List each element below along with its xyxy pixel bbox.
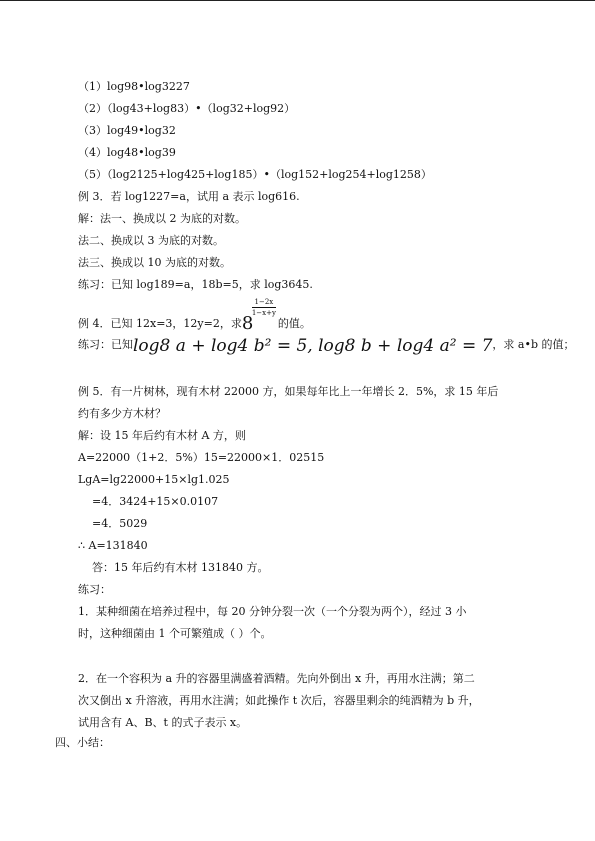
formula-exponent (252, 298, 276, 317)
summary-heading: 四、小结： (55, 736, 110, 749)
example-5-line-2: 约有多少方木材？ (78, 407, 166, 420)
example-5-answer: 答：15 年后约有木材 131840 方。 (92, 561, 269, 574)
practice-heading: 练习： (78, 583, 111, 596)
practice-2-line-2: 次又倒出 x 升溶液，再用水注满；如此操作 t 次后，容器里剩余的纯酒精为 b 升， (78, 694, 480, 707)
example-4-formula (241, 298, 278, 334)
practice-system (78, 336, 575, 356)
example-4 (78, 298, 311, 334)
example-3: 例 3．若 log1227=a，试用 a 表示 log616. (78, 190, 300, 203)
example-4-text: 例 4．已知 12x=3，12y=2，求 (78, 317, 242, 330)
formula-base: 8 (241, 313, 254, 334)
equation-step-2: =4．5029 (92, 517, 148, 530)
top-rule (0, 0, 595, 1)
exercise-3: （3）log49•log32 (78, 124, 176, 137)
solution-method-1: 解：法一、换成以 2 为底的对数。 (78, 212, 246, 225)
equation-result: ∴ A=131840 (78, 539, 148, 552)
formula-numerator: 1−2x (254, 298, 274, 306)
practice-system-formula: log8 a + log4 b² = 5, log8 b + log4 a² = 7 (133, 336, 493, 356)
example-4-suffix: 的值。 (277, 317, 311, 330)
practice-1-line-1: 1．某种细菌在培养过程中，每 20 分钟分裂一次（一个分裂为两个），经过 3 小 (78, 605, 467, 618)
exercise-2: （2）（log43+log83）•（log32+log92） (78, 102, 296, 115)
practice-log: 练习：已知 log189=a，18b=5，求 log3645. (78, 278, 313, 291)
exercise-1: （1）log98•log3227 (78, 80, 190, 93)
formula-denominator: 1−x+y (251, 309, 276, 317)
example-5-line-1: 例 5．有一片树林，现有木材 22000 方，如果每年比上一年增长 2．5%，求 15 年后 (78, 385, 499, 398)
equation-a: A=22000（1+2．5%）15=22000×1．02515 (78, 451, 325, 464)
exercise-4: （4）log48•log39 (78, 146, 176, 159)
exercise-5: （5）（log2125+log425+log185）•（log152+log254+log1258） (78, 168, 432, 181)
solution-method-2: 法二、换成以 3 为底的对数。 (78, 234, 224, 247)
solution-method-3: 法三、换成以 10 为底的对数。 (78, 256, 231, 269)
equation-step-1: =4．3424+15×0.0107 (92, 495, 219, 508)
practice-system-suffix: ，求 a•b 的值； (492, 338, 575, 351)
practice-1-line-2: 时，这种细菌由 1 个可繁殖成（ ）个。 (78, 627, 272, 640)
practice-2-line-1: 2．在一个容积为 a 升的容器里满盛着酒精。先向外倒出 x 升，再用水注满；第二 (78, 672, 475, 685)
example-5-solution: 解：设 15 年后约有木材 A 方，则 (78, 429, 246, 442)
practice-system-text: 练习：已知 (78, 338, 133, 351)
equation-lga: LgA=lg22000+15×lg1.025 (78, 473, 230, 486)
practice-2-line-3: 试用含有 A、B、t 的式子表示 x。 (78, 716, 248, 729)
